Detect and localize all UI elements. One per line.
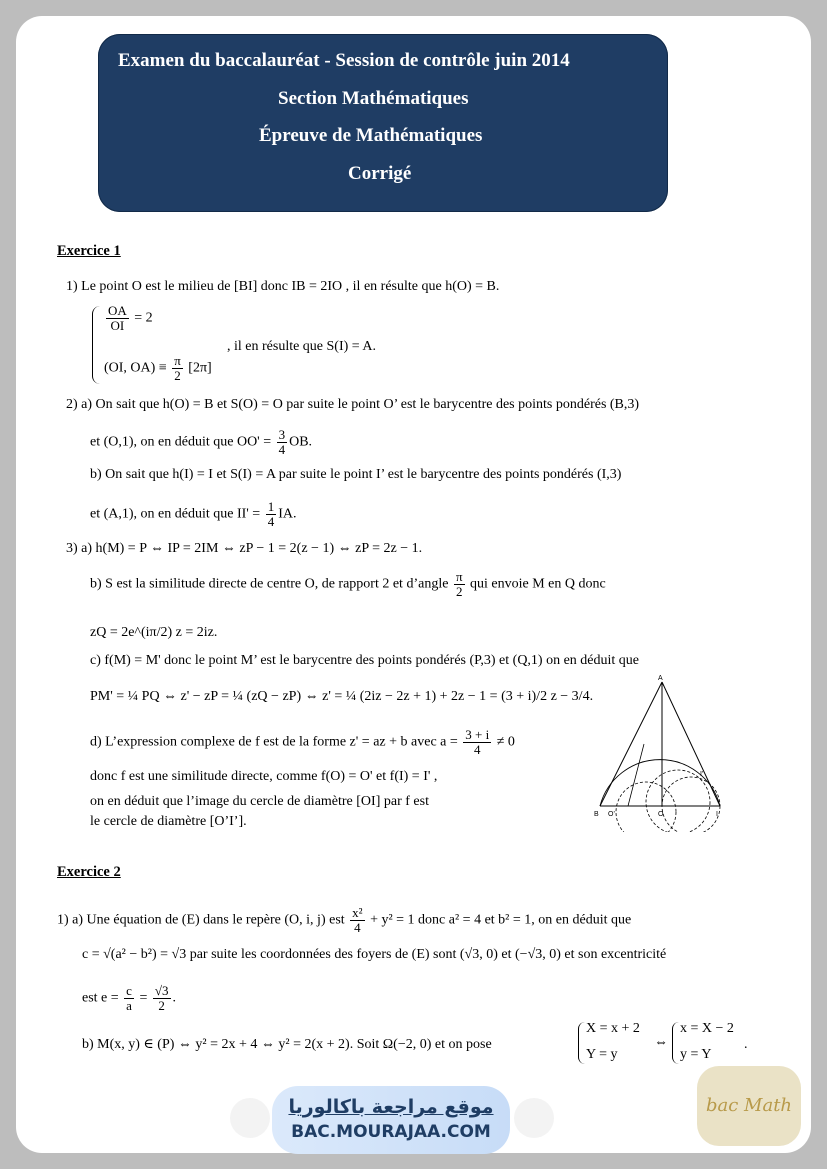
ex2-system2-brace [672,1022,679,1064]
ex2-period: . [744,1037,748,1052]
header-section: Section Mathématiques [278,88,469,109]
ex2-q1a-line2: c = √(a² − b²) = √3 par suite les coordonnées des foyers de (E) sont (√3, 0) et (−√3, 0) et son excentricité [82,947,667,962]
ex1-q3b: b) S est la similitude directe de centre O, de rapport 2 et d’angle $\frac{\pi}{2}$ qui envoie M en Q donc [90,569,606,599]
ex1-system-line1: $\frac{OA}{OI}$ = 2 [108,303,153,333]
ex1-q3c: c) f(M) = M' donc le point M’ est le barycentre des points pondérés (P,3) et (Q,1) on en déduit que [90,653,640,668]
ex2-system1-line2: Y = y [586,1047,618,1062]
figure-label-oprime: O' [608,811,615,818]
book-logo-left-icon [230,1098,270,1138]
figure-label-a: A [658,675,663,682]
figure-circle-oi [662,777,720,832]
figure-segment-ba [600,682,662,806]
ex1-q2a-line2: et (O,1), on en déduit que OO' = $\frac{3}{4}$ OB. [90,427,313,457]
site-name-arabic[interactable]: موقع مراجعة باكالوريا [288,1096,494,1118]
ex1-q3b-line2: zQ = 2e^(iπ/2) z = 2iz. [90,625,218,640]
ex2-equivalence: ⇔ [654,1035,668,1050]
exam-header [98,34,668,212]
ex2-q1a-line3: est e = $\frac{c}{a}$ = $\frac{√3}{2}$ . [82,983,176,1013]
ex1-q3d-line4: le cercle de diamètre [O’I’]. [90,814,247,829]
ex1-q3d-line3: on en déduit que l’image du cercle de diamètre [OI] par f est [90,794,429,809]
ex1-system-line2: (OI, OA) ≡ $\frac{\pi}{2}$ [2π] [104,353,212,383]
exercise-1-title: Exercice 1 [57,243,121,259]
figure-segment-oo [628,744,644,806]
ex2-q1a: 1) a) Une équation de (E) dans le repère (O, i, j) est $\frac{\text{x²}}{4}$ + y² = 1 donc a² = 4 et b² = 1, on en déduit que [57,905,632,935]
figure-circle-oprime [646,770,710,832]
ex1-q3d: d) L’expression complexe de f est de la forme z' = az + b avec a = $\frac{3 + i}{4}$ ≠ 0 [90,727,515,757]
bac-math-badge: bac Math [697,1066,801,1146]
header-title: Examen du baccalauréat - Session de contrôle juin 2014 [118,50,570,71]
book-logo-right-icon [514,1098,554,1138]
ex1-q3c-line2: PM' = ¼ PQ ⇔ z' − zP = ¼ (zQ − zP) ⇔ z' = ¼ (2iz − 2z + 1) + 2z − 1 = (3 + i)/2 z − 3/4. [90,689,594,704]
ex2-system2-line1: x = X − 2 [680,1021,734,1036]
ex1-q2b: b) On sait que h(I) = I et S(I) = A par suite le point I’ est le barycentre des points pondérés (I,3) [90,467,622,482]
site-banner[interactable] [272,1086,510,1154]
ex1-q3d-line2: donc f est une similitude directe, comme f(O) = O' et f(I) = I' , [90,769,438,784]
ex2-q1b: b) M(x, y) ∈ (P) ⇔ y² = 2x + 4 ⇔ y² = 2(x + 2). Soit Ω(−2, 0) et on pose [82,1037,492,1052]
header-subject: Épreuve de Mathématiques [259,125,483,146]
figure-label-b: B [594,811,599,818]
geometry-figure [588,672,728,832]
ex1-q2b-line2: et (A,1), on en déduit que II' = $\frac{1}{4}$ IA. [90,499,297,529]
exercise-2-title: Exercice 2 [57,864,121,880]
header-corrige: Corrigé [348,163,412,184]
ex1-q1: 1) Le point O est le milieu de [BI] donc IB = 2IO , il en résulte que h(O) = B. [66,279,500,294]
ex1-system-brace [92,306,101,384]
ex2-system2-line2: y = Y [680,1047,712,1062]
ex1-q3a: 3) a) h(M) = P ⇔ IP = 2IM ⇔ zP − 1 = 2(z − 1) ⇔ zP = 2z − 1. [66,541,423,556]
figure-label-iprime: I' [700,771,704,778]
ex1-q2a: 2) a) On sait que h(O) = B et S(O) = O par suite le point O’ est le barycentre des points pondérés (B,3) [66,397,640,412]
ex2-system1-line1: X = x + 2 [586,1021,640,1036]
site-url[interactable]: BAC.MOURAJAA.COM [291,1122,491,1142]
ex2-system1-brace [578,1022,585,1064]
figure-label-o: O [658,811,664,818]
figure-label-i: I [716,811,718,818]
ex1-q1-conclusion: , il en résulte que S(I) = A. [227,339,377,354]
